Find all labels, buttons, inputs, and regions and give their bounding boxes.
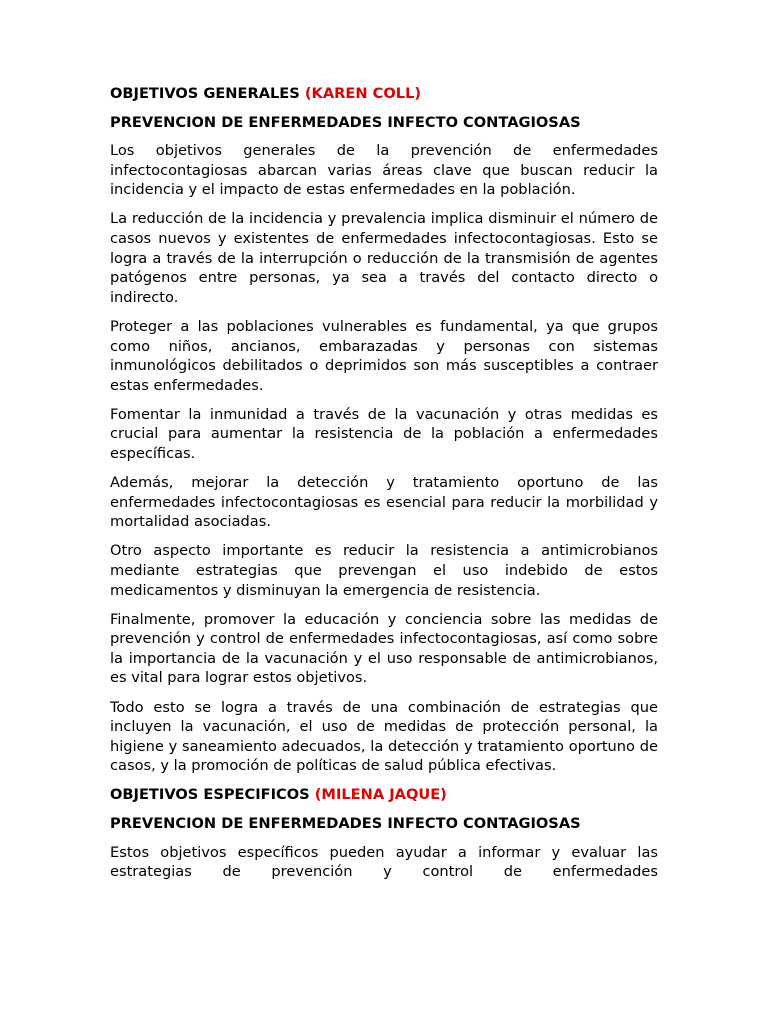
section-general-author: (KAREN COLL) bbox=[304, 85, 422, 102]
section-general-title bbox=[110, 84, 658, 104]
paragraph: Otro aspecto importante es reducir la resistencia a antimicrobianos mediante estrategias que prevengan el uso indebido de estos medicamentos y disminuyan la emergencia de resistencia. bbox=[110, 542, 658, 599]
paragraph: La reducción de la incidencia y prevalencia implica disminuir el número de casos nuevos y existentes de enfermedades infectocontagiosas. Esto se logra a través de la interrupción o reducción de la transmisión de agentes patógenos entre personas, ya sea a través del contacto directo o indirecto. bbox=[110, 210, 658, 306]
paragraph: Los objetivos generales de la prevención de enfermedades infectocontagiosas abarcan varias áreas clave que buscan reducir la incidencia y el impacto de estas enfermedades en la población. bbox=[110, 142, 658, 199]
section-specific-title-text: OBJETIVOS ESPECIFICOS bbox=[110, 786, 315, 804]
section-specific-author: (MILENA JAQUE) bbox=[314, 786, 447, 804]
paragraph: Finalmente, promover la educación y conciencia sobre las medidas de prevención y control de enfermedades infectocontagiosas, así como sobre la importancia de la vacunación y el uso responsable de antimicrobianos, es vital para lograr estos objetivos. bbox=[110, 610, 658, 687]
paragraph: Proteger a las poblaciones vulnerables es fundamental, ya que grupos como niños, ancianos, embarazadas y personas con sistemas inmunológicos debilitados o deprimidos son más susceptibles a contraer estas enfermedades. bbox=[110, 317, 658, 394]
section-specific-title bbox=[110, 785, 658, 805]
paragraph: Estos objetivos específicos pueden ayudar a informar y evaluar las estrategias de prevención y control de enfermedades bbox=[110, 843, 658, 881]
section-general-subtitle: PREVENCION DE ENFERMEDADES INFECTO CONTAGIOSAS bbox=[110, 113, 581, 131]
section-specific-subtitle: PREVENCION DE ENFERMEDADES INFECTO CONTAGIOSAS bbox=[110, 815, 581, 832]
paragraph: Fomentar la inmunidad a través de la vacunación y otras medidas es crucial para aumentar la resistencia de la población a enfermedades específicas. bbox=[110, 405, 658, 462]
section-general-title-text: OBJETIVOS GENERALES bbox=[110, 85, 305, 102]
paragraph: Además, mejorar la detección y tratamiento oportuno de las enfermedades infectocontagiosas es esencial para reducir la morbilidad y mortalidad asociadas. bbox=[110, 474, 658, 531]
document-page bbox=[110, 84, 658, 891]
paragraph: Todo esto se logra a través de una combinación de estrategias que incluyen la vacunación, el uso de medidas de protección personal, la higiene y saneamiento adecuados, la detección y tratamiento oportuno de casos, y la promoción de políticas de salud pública efectivas. bbox=[110, 698, 658, 775]
